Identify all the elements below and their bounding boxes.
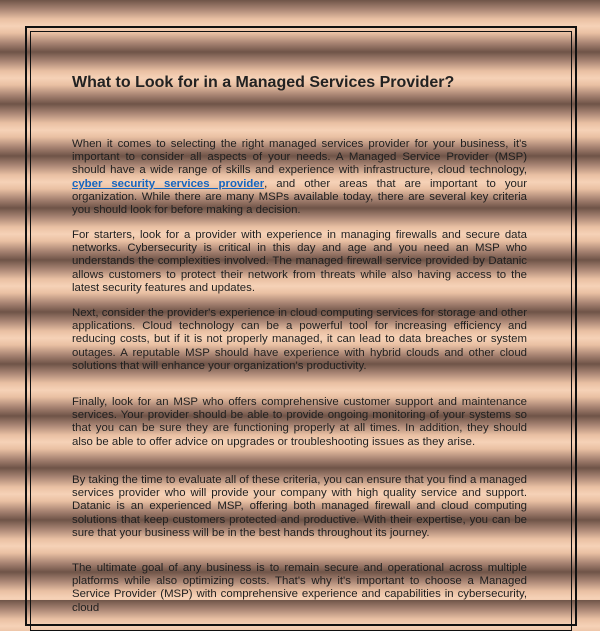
paragraph-firewalls: For starters, look for a provider with experience in managing firewalls and secure data networks. Cybersecurity is critical in this day and age and you need an MSP who understands the complexities involved. The managed firewall service provided by Datanic allows customers to protect their network from threats while also having access to the latest security features and updates. (72, 229, 527, 294)
paragraph-intro-text-end: , and other areas that are important to your organization. While there are many MSPs available today, there are several key criteria you should look for before making a decision. (72, 177, 528, 217)
paragraph-intro-text-start: When it comes to selecting the right managed services provider for your business, it's important to consider all aspects of your needs. A Managed Service Provider (MSP) should have a wide range of skills and experience with infrastructure, cloud technology, (72, 138, 527, 177)
paragraph-support: Finally, look for an MSP who offers comprehensive customer support and maintenance services. Your provider should be able to provide ongoing monitoring of your systems so that you can be sure they are functioning properly at all times. In addition, they should also be able to offer advice on upgrades or troubleshooting issues as they arise. (72, 396, 527, 448)
article-title: What to Look for in a Managed Services Provider? (72, 74, 455, 91)
paragraph-intro (72, 138, 527, 217)
cyber-security-services-link[interactable]: cyber security services provider (72, 177, 265, 190)
paragraph-goal: The ultimate goal of any business is to remain secure and operational across multiple platforms while also optimizing costs. That's why it's important to choose a Managed Service Provider (MSP) with comprehensive experience and capabilities in cybersecurity, cloud (72, 562, 527, 614)
paragraph-cloud: Next, consider the provider's experience in cloud computing services for storage and other applications. Cloud technology can be a powerful tool for increasing efficiency and reducing costs, but if it is not properly managed, it can lead to data breaches or system outages. A reputable MSP should have experience with hybrid clouds and other cloud solutions that will enhance your organization's productivity. (72, 307, 527, 372)
paragraph-evaluate: By taking the time to evaluate all of these criteria, you can ensure that you find a managed services provider who will provide your company with high quality service and support. Datanic is an experienced MSP, offering both managed firewall and cloud computing solutions that keep customers protected and productive. With their expertise, you can be sure that your business will be in the best hands throughout its journey. (72, 474, 527, 539)
